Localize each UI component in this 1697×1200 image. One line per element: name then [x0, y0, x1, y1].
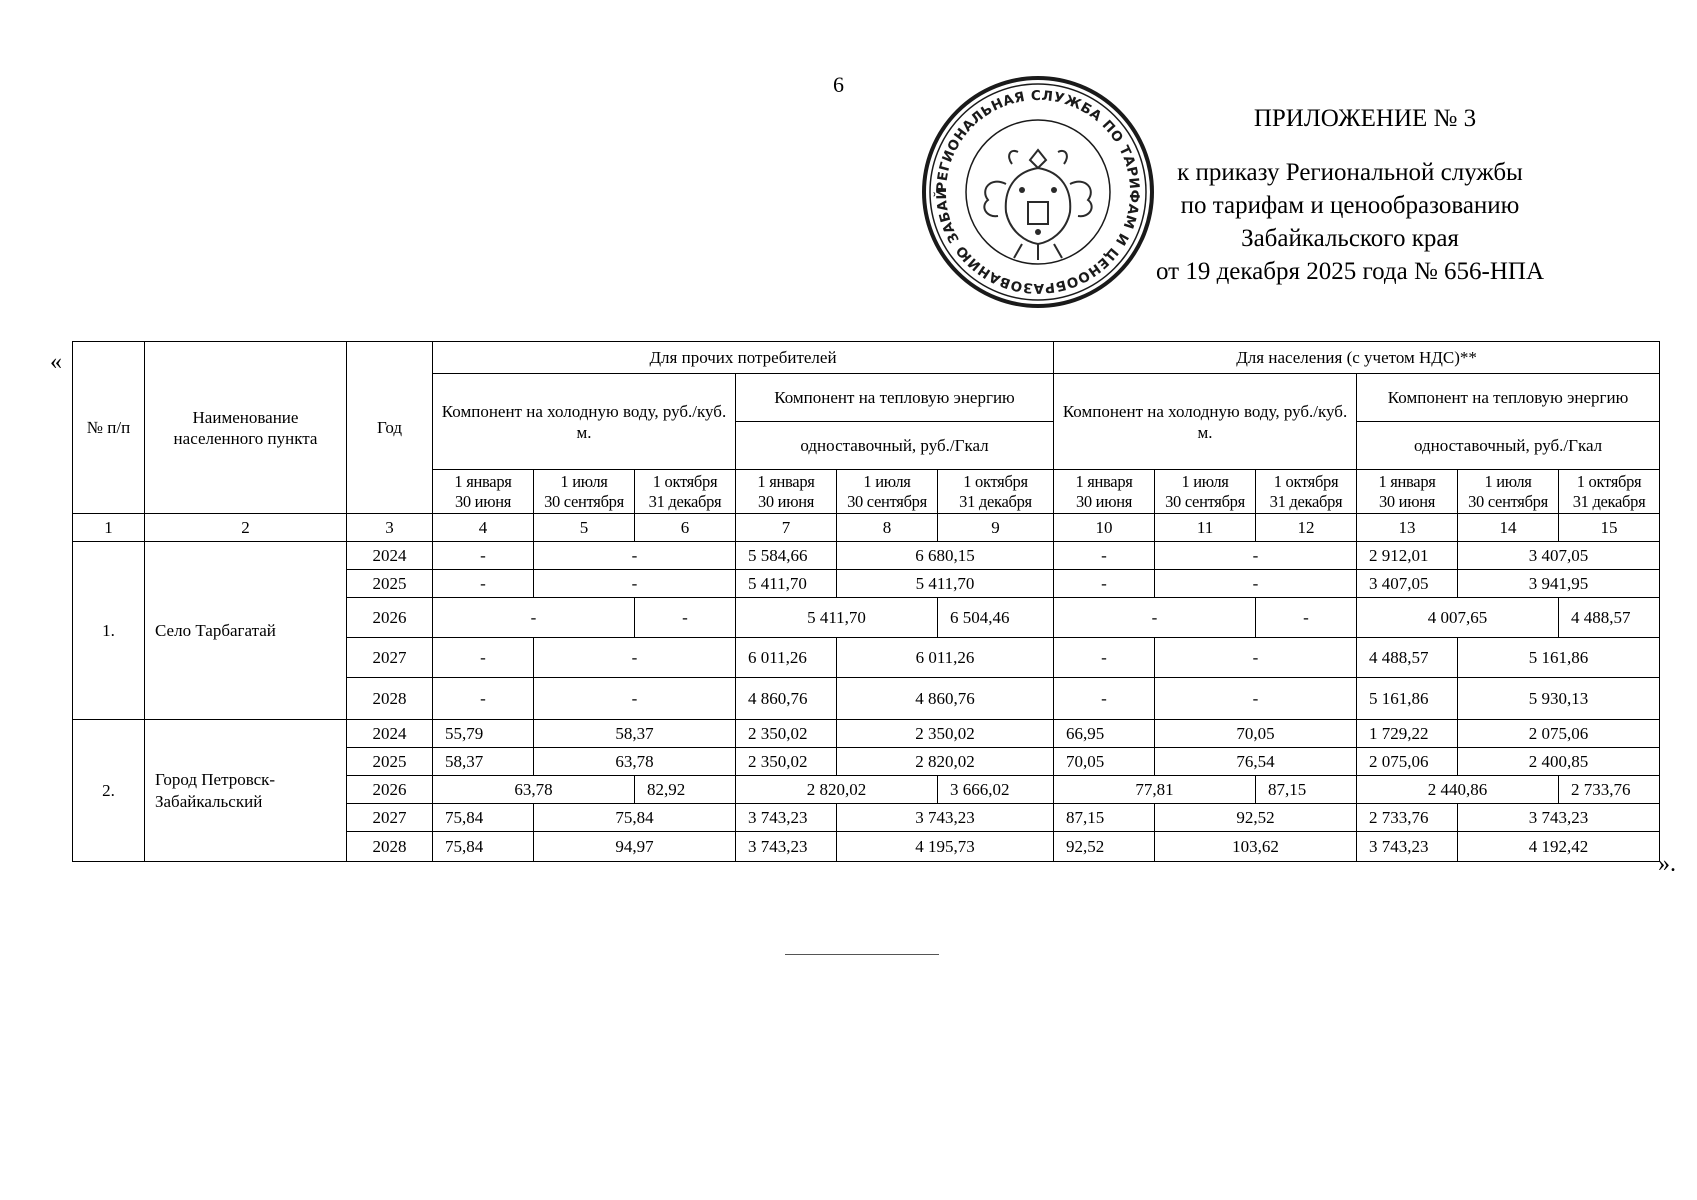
- value-cell: 2 733,76: [1559, 776, 1660, 804]
- header-population: Для населения (с учетом НДС)**: [1054, 342, 1660, 374]
- value-cell: 82,92: [635, 776, 736, 804]
- period-line: 1 января: [454, 471, 512, 491]
- value-cell: 5 411,70: [837, 570, 1054, 598]
- value-cell: -: [1054, 678, 1155, 720]
- value-cell: 5 161,86: [1458, 638, 1660, 678]
- closing-quote: ».: [1658, 851, 1676, 877]
- period-header: [534, 470, 635, 514]
- value-cell: 76,54: [1155, 748, 1357, 776]
- value-cell: 87,15: [1054, 804, 1155, 832]
- period-line: 30 сентября: [544, 491, 624, 511]
- period-line: 1 июля: [863, 471, 911, 491]
- value-cell: -: [433, 542, 534, 570]
- period-header: [938, 470, 1054, 514]
- settlement-name: Город Петровск-Забайкальский: [145, 720, 347, 862]
- column-number: 11: [1155, 514, 1256, 542]
- value-cell: 4 007,65: [1357, 598, 1559, 638]
- value-cell: 92,52: [1155, 804, 1357, 832]
- period-header: [1458, 470, 1559, 514]
- value-cell: 2 350,02: [736, 720, 837, 748]
- annex-title: ПРИЛОЖЕНИЕ № 3: [1253, 105, 1477, 132]
- value-cell: 70,05: [1054, 748, 1155, 776]
- value-cell: 2 075,06: [1458, 720, 1660, 748]
- page-number: 6: [833, 72, 844, 97]
- value-cell: 5 584,66: [736, 542, 837, 570]
- value-cell: -: [1054, 598, 1256, 638]
- period-header: [433, 470, 534, 514]
- year-cell: 2024: [347, 720, 433, 748]
- end-rule: [785, 954, 939, 955]
- period-line: 30 сентября: [1165, 491, 1245, 511]
- value-cell: -: [1256, 598, 1357, 638]
- value-cell: 58,37: [534, 720, 736, 748]
- period-line: 31 декабря: [959, 491, 1032, 511]
- year-cell: 2028: [347, 832, 433, 862]
- year-cell: 2027: [347, 638, 433, 678]
- period-line: 1 января: [1075, 471, 1133, 491]
- value-cell: 4 860,76: [837, 678, 1054, 720]
- period-line: 30 июня: [1378, 491, 1436, 511]
- value-cell: -: [534, 638, 736, 678]
- value-cell: -: [1155, 678, 1357, 720]
- value-cell: 3 743,23: [1357, 832, 1458, 862]
- value-cell: 3 407,05: [1458, 542, 1660, 570]
- value-cell: 87,15: [1256, 776, 1357, 804]
- value-cell: -: [1155, 570, 1357, 598]
- annex-line-4: от 19 декабря 2025 года № 656-НПА: [1155, 258, 1545, 285]
- value-cell: -: [433, 678, 534, 720]
- value-cell: 63,78: [534, 748, 736, 776]
- year-cell: 2025: [347, 748, 433, 776]
- value-cell: 4 192,42: [1458, 832, 1660, 862]
- tariff-table: [72, 341, 1660, 862]
- value-cell: -: [1054, 638, 1155, 678]
- year-cell: 2025: [347, 570, 433, 598]
- period-line: 1 июля: [560, 471, 608, 491]
- period-header: [1054, 470, 1155, 514]
- value-cell: 3 743,23: [736, 804, 837, 832]
- period-line: 1 января: [757, 471, 815, 491]
- value-cell: 58,37: [433, 748, 534, 776]
- period-line: 1 января: [1378, 471, 1436, 491]
- column-number: 5: [534, 514, 635, 542]
- annex-line-3: Забайкальского края: [1241, 225, 1459, 252]
- value-cell: 1 729,22: [1357, 720, 1458, 748]
- settlement-name: Село Тарбагатай: [145, 542, 347, 720]
- value-cell: 55,79: [433, 720, 534, 748]
- official-stamp: [918, 72, 1158, 312]
- value-cell: 4 488,57: [1357, 638, 1458, 678]
- column-number: 10: [1054, 514, 1155, 542]
- value-cell: -: [534, 678, 736, 720]
- column-number: 4: [433, 514, 534, 542]
- value-cell: 2 400,85: [1458, 748, 1660, 776]
- value-cell: 3 743,23: [736, 832, 837, 862]
- value-cell: 3 941,95: [1458, 570, 1660, 598]
- round-official-seal-icon: [918, 72, 1158, 312]
- value-cell: 5 411,70: [736, 570, 837, 598]
- column-number: 13: [1357, 514, 1458, 542]
- period-line: 30 июня: [1075, 491, 1133, 511]
- period-line: 31 декабря: [1269, 491, 1343, 511]
- header-settlement: Наименование населенного пункта: [145, 342, 347, 514]
- header-single-rate-population: одноставочный, руб./Гкал: [1357, 422, 1660, 470]
- seal-text: РЕГИОНАЛЬНАЯ СЛУЖБА ПО ТАРИФАМ И ЦЕНООБРАЗОВАНИЮ ЗАБАЙ: [933, 87, 1143, 297]
- value-cell: 5 930,13: [1458, 678, 1660, 720]
- period-line: 30 сентября: [847, 491, 927, 511]
- period-line: 1 июля: [1484, 471, 1532, 491]
- period-line: 31 декабря: [648, 491, 722, 511]
- value-cell: -: [433, 638, 534, 678]
- value-cell: 94,97: [534, 832, 736, 862]
- header-num: № п/п: [73, 342, 145, 514]
- value-cell: 63,78: [433, 776, 635, 804]
- value-cell: 6 680,15: [837, 542, 1054, 570]
- value-cell: 103,62: [1155, 832, 1357, 862]
- row-number: 1.: [73, 542, 145, 720]
- value-cell: 6 504,46: [938, 598, 1054, 638]
- value-cell: -: [433, 570, 534, 598]
- period-header: [1559, 470, 1660, 514]
- value-cell: 4 488,57: [1559, 598, 1660, 638]
- value-cell: 4 860,76: [736, 678, 837, 720]
- value-cell: 5 411,70: [736, 598, 938, 638]
- period-line: 30 сентября: [1468, 491, 1548, 511]
- period-line: 1 октября: [963, 471, 1028, 491]
- period-header: [1256, 470, 1357, 514]
- value-cell: 92,52: [1054, 832, 1155, 862]
- value-cell: -: [1155, 638, 1357, 678]
- value-cell: 3 407,05: [1357, 570, 1458, 598]
- value-cell: 70,05: [1155, 720, 1357, 748]
- column-number: 8: [837, 514, 938, 542]
- value-cell: 3 743,23: [1458, 804, 1660, 832]
- column-number: 7: [736, 514, 837, 542]
- table-row: [73, 542, 1660, 570]
- column-number: 9: [938, 514, 1054, 542]
- header-cold-water-population: Компонент на холодную воду, руб./куб. м.: [1054, 374, 1357, 470]
- svg-text:РЕГИОНАЛЬНАЯ СЛУЖБА ПО ТАРИФАМ: [918, 72, 1142, 296]
- column-number: 2: [145, 514, 347, 542]
- value-cell: 75,84: [433, 804, 534, 832]
- column-number: 3: [347, 514, 433, 542]
- value-cell: 2 912,01: [1357, 542, 1458, 570]
- period-header: [1357, 470, 1458, 514]
- annex-line-2: по тарифам и ценообразованию: [1180, 192, 1520, 219]
- value-cell: 2 350,02: [736, 748, 837, 776]
- value-cell: -: [534, 570, 736, 598]
- period-line: 1 июля: [1181, 471, 1229, 491]
- header-single-rate: одноставочный, руб./Гкал: [736, 422, 1054, 470]
- period-header: [736, 470, 837, 514]
- period-header: [837, 470, 938, 514]
- value-cell: 5 161,86: [1357, 678, 1458, 720]
- row-number: 2.: [73, 720, 145, 862]
- opening-quote: «: [50, 349, 62, 375]
- header-other-consumers: Для прочих потребителей: [433, 342, 1054, 374]
- value-cell: 2 820,02: [736, 776, 938, 804]
- header-heat-energy-population: Компонент на тепловую энергию: [1357, 374, 1660, 422]
- column-number: 1: [73, 514, 145, 542]
- period-line: 31 декабря: [1572, 491, 1646, 511]
- year-cell: 2027: [347, 804, 433, 832]
- value-cell: 6 011,26: [736, 638, 837, 678]
- annex-line-1: к приказу Региональной службы: [1177, 159, 1523, 186]
- value-cell: 3 666,02: [938, 776, 1054, 804]
- value-cell: 3 743,23: [837, 804, 1054, 832]
- period-header: [1155, 470, 1256, 514]
- period-header: [635, 470, 736, 514]
- period-line: 1 октября: [1273, 471, 1339, 491]
- header-cold-water: Компонент на холодную воду, руб./куб. м.: [433, 374, 736, 470]
- value-cell: 77,81: [1054, 776, 1256, 804]
- header-heat-energy: Компонент на тепловую энергию: [736, 374, 1054, 422]
- value-cell: 4 195,73: [837, 832, 1054, 862]
- year-cell: 2026: [347, 776, 433, 804]
- value-cell: 2 350,02: [837, 720, 1054, 748]
- period-line: 1 октября: [652, 471, 718, 491]
- value-cell: -: [635, 598, 736, 638]
- value-cell: -: [1054, 542, 1155, 570]
- year-cell: 2024: [347, 542, 433, 570]
- value-cell: -: [1054, 570, 1155, 598]
- value-cell: 2 440,86: [1357, 776, 1559, 804]
- value-cell: 75,84: [534, 804, 736, 832]
- value-cell: -: [534, 542, 736, 570]
- column-number: 15: [1559, 514, 1660, 542]
- value-cell: 2 075,06: [1357, 748, 1458, 776]
- year-cell: 2026: [347, 598, 433, 638]
- table-row: [73, 720, 1660, 748]
- value-cell: 66,95: [1054, 720, 1155, 748]
- value-cell: 2 733,76: [1357, 804, 1458, 832]
- column-number: 12: [1256, 514, 1357, 542]
- column-number: 6: [635, 514, 736, 542]
- header-year: Год: [347, 342, 433, 514]
- annex-block: [1125, 102, 1575, 288]
- value-cell: -: [1155, 542, 1357, 570]
- column-number: 14: [1458, 514, 1559, 542]
- value-cell: 2 820,02: [837, 748, 1054, 776]
- year-cell: 2028: [347, 678, 433, 720]
- value-cell: -: [433, 598, 635, 638]
- period-line: 30 июня: [454, 491, 512, 511]
- period-line: 30 июня: [757, 491, 815, 511]
- period-line: 1 октября: [1576, 471, 1642, 491]
- value-cell: 75,84: [433, 832, 534, 862]
- value-cell: 6 011,26: [837, 638, 1054, 678]
